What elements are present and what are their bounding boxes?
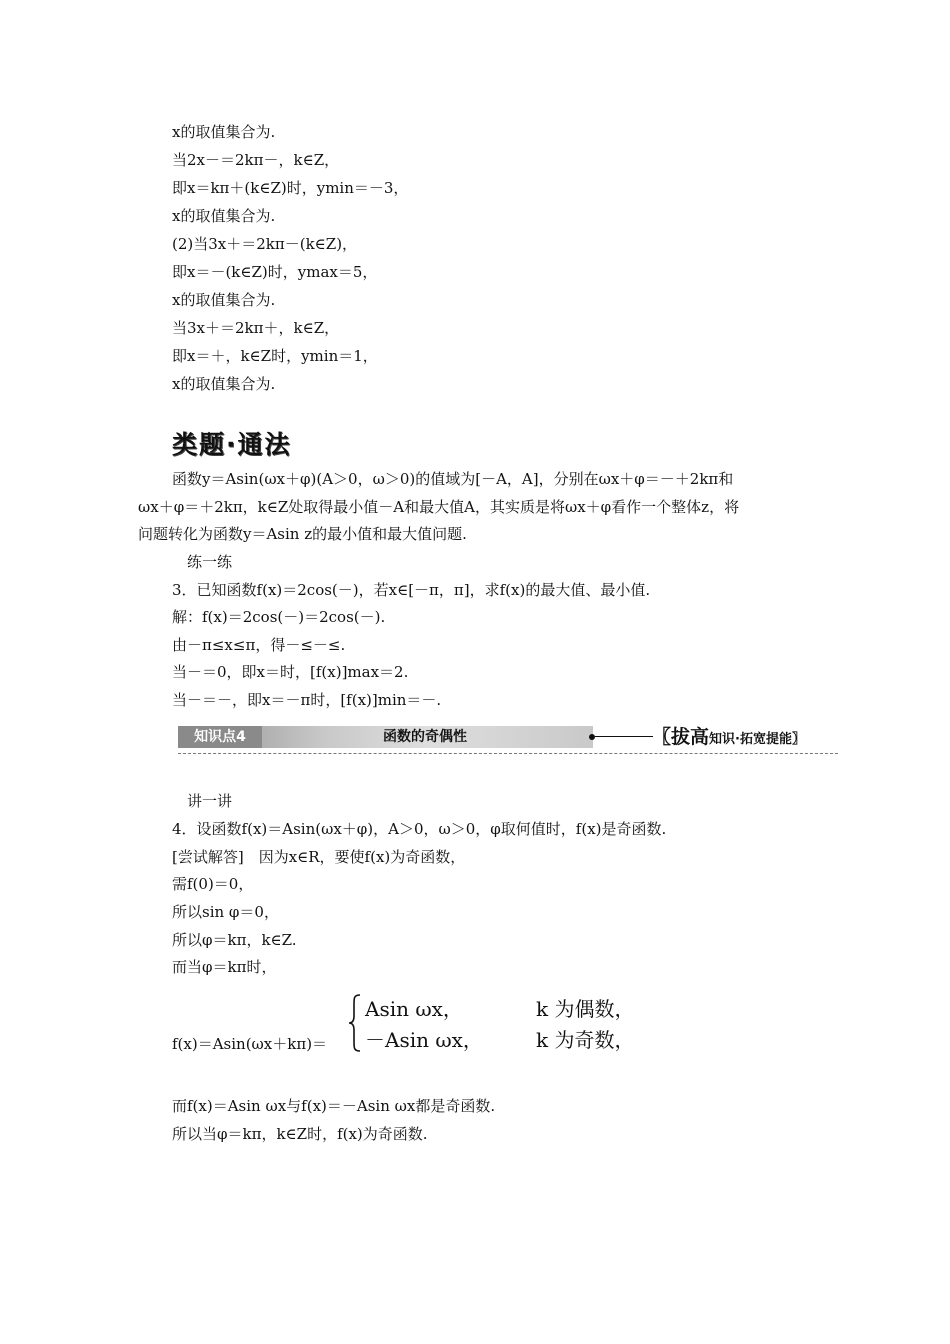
piecewise-case1-expr: Asin ωx， (365, 997, 463, 1021)
practice-line: 由－π≤x≤π，得－≤－≤. (172, 636, 346, 654)
piecewise-lhs: f(x)＝Asin(ωx＋kπ)＝ (172, 1035, 328, 1053)
section-heading-method (172, 428, 330, 462)
lecture-line: [尝试解答] 因为x∈R，要使f(x)为奇函数， (172, 848, 466, 866)
solution-line: 当3x＋＝2kπ＋，k∈Z， (172, 319, 340, 337)
left-brace-icon (348, 994, 362, 1052)
banner-tagline-small: 知识·拓宽提能〗 (709, 732, 805, 747)
practice-line: 当－＝0，即x＝时，[f(x)]max＝2. (172, 663, 409, 681)
method-line: 问题转化为函数y＝Asin z的最小值和最大值问题. (138, 525, 467, 543)
piecewise-formula (172, 992, 652, 1062)
method-line: 函数y＝Asin(ωx＋φ)(A＞0，ω＞0)的值域为[－A，A]，分别在ωx＋φ＝－＋2kπ和 (172, 470, 734, 488)
banner-tagline-big: 〖拔高 (652, 726, 710, 748)
banner-tagline (652, 724, 805, 753)
banner-dashed-divider (178, 753, 838, 754)
solution-line: x的取值集合为. (172, 375, 276, 393)
banner-rule (595, 736, 653, 737)
lecture-line: 4．设函数f(x)＝Asin(ωx＋φ)，A＞0，ω＞0，φ取何值时，f(x)是奇函数. (172, 820, 667, 838)
solution-line: (2)当3x＋＝2kπ－(k∈Z)， (172, 235, 358, 253)
solution-line: x的取值集合为. (172, 123, 276, 141)
lecture-line: 而当φ＝kπ时， (172, 958, 277, 976)
method-line: ωx＋φ＝＋2kπ，k∈Z处取得最小值－A和最大值A，其实质是将ωx＋φ看作一个整体z，将 (138, 498, 740, 516)
lecture-label: 讲一讲 (187, 792, 233, 810)
closing-line: 所以当φ＝kπ，k∈Z时，f(x)为奇函数. (172, 1125, 428, 1143)
piecewise-case1-cond: k 为偶数， (536, 997, 635, 1021)
knowledge-point-banner (178, 724, 838, 754)
lecture-line: 需f(0)＝0， (172, 875, 254, 893)
solution-line: 即x＝kπ＋(k∈Z)时，ymin＝－3， (172, 179, 409, 197)
solution-line: x的取值集合为. (172, 207, 276, 225)
practice-line: 当－＝－，即x＝－π时，[f(x)]min＝－. (172, 691, 442, 709)
solution-line: 当2x－＝2kπ－，k∈Z， (172, 151, 340, 169)
solution-line: x的取值集合为. (172, 291, 276, 309)
lecture-line: 所以φ＝kπ，k∈Z. (172, 931, 297, 949)
solution-line: 即x＝＋，k∈Z时，ymin＝1， (172, 347, 378, 365)
practice-line: 3．已知函数f(x)＝2cos(－)，若x∈[－π，π]，求f(x)的最大值、最小值. (172, 581, 651, 599)
closing-line: 而f(x)＝Asin ωx与f(x)＝－Asin ωx都是奇函数. (172, 1097, 496, 1115)
solution-line: 即x＝－(k∈Z)时，ymax＝5， (172, 263, 378, 281)
banner-label: 知识点4 (178, 726, 262, 748)
practice-label: 练一练 (187, 553, 233, 571)
piecewise-case2-expr: －Asin ωx， (365, 1028, 483, 1052)
practice-line: 解：f(x)＝2cos(－)＝2cos(－). (172, 608, 386, 626)
lecture-line: 所以sin φ＝0， (172, 903, 279, 921)
bullet-dot-icon (589, 734, 595, 740)
banner-title: 函数的奇偶性 (383, 729, 467, 745)
piecewise-case2-cond: k 为奇数， (536, 1028, 635, 1052)
section-heading-text: 类题·通法 (172, 430, 292, 459)
